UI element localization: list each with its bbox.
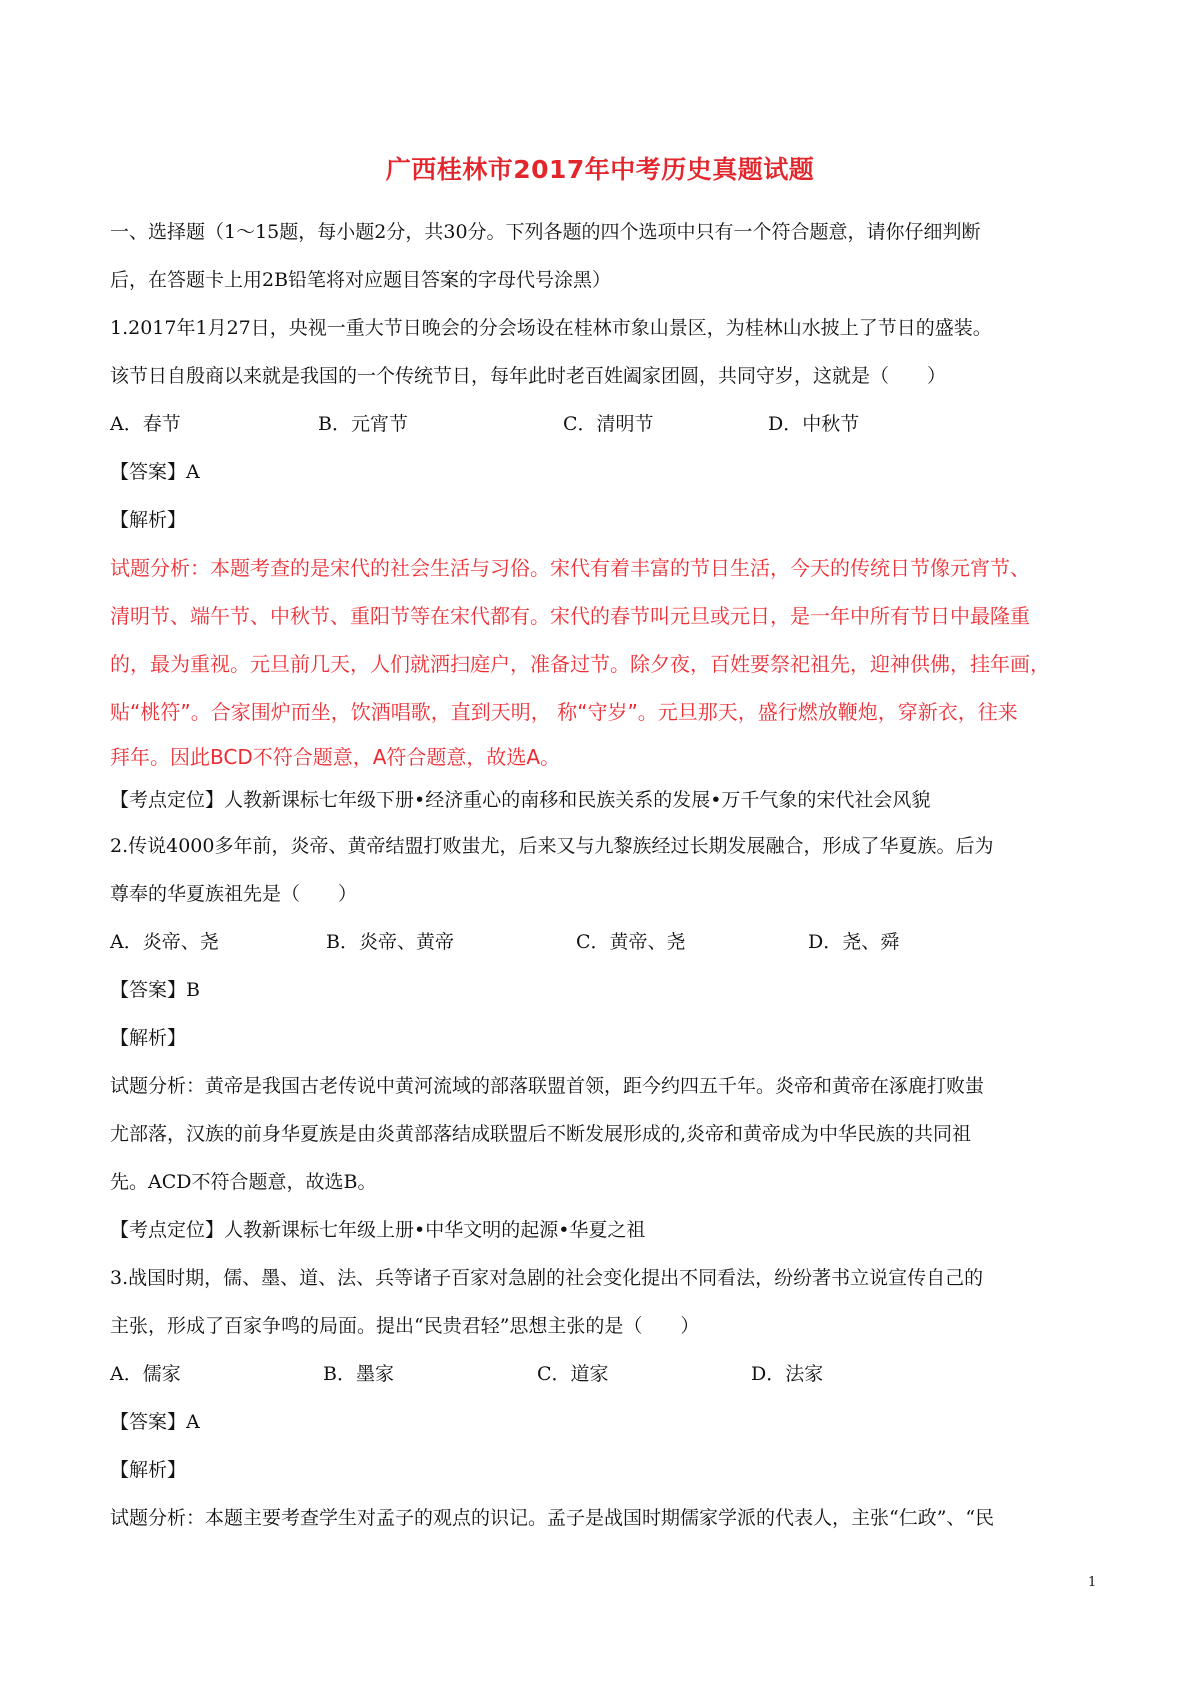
option-b: B．墨家 [323,1363,394,1385]
option-a: A．春节 [110,413,181,435]
option-d: D．中秋节 [768,413,860,435]
page-number: 1 [1088,1575,1097,1590]
question-3-analysis-heading: 【解析】 [110,1459,187,1481]
question-2-answer: 【答案】B [110,979,200,1001]
question-2-analysis-line2: 尤部落，汉族的前身华夏族是由炎黄部落结成联盟后不断发展形成的,炎帝和黄帝成为中华民族的共同祖 [110,1123,972,1145]
question-1-kaodian: 【考点定位】人教新课标七年级下册•经济重心的南移和民族关系的发展•万千气象的宋代社会风貌 [110,789,931,811]
question-1-analysis-line1: 试题分析：本题考查的是宋代的社会生活与习俗。宋代有着丰富的节日生活，今天的传统日节像元宵节、 [110,556,1030,580]
document-title: 广西桂林市2017年中考历史真题试题 [385,155,815,184]
question-1-analysis-line2: 清明节、端午节、中秋节、重阳节等在宋代都有。宋代的春节叫元旦或元日，是一年中所有节日中最隆重 [110,604,1030,628]
question-2-stem-line1: 2.传说4000多年前，炎帝、黄帝结盟打败蚩尤，后来又与九黎族经过长期发展融合，形成了华夏族。后为 [110,835,994,857]
option-b: B．元宵节 [318,413,408,435]
option-a: A．儒家 [110,1363,181,1385]
question-2-kaodian: 【考点定位】人教新课标七年级上册•中华文明的起源•华夏之祖 [110,1219,646,1241]
question-3-stem-line1: 3.战国时期，儒、墨、道、法、兵等诸子百家对急剧的社会变化提出不同看法，纷纷著书立说宣传自己的 [110,1267,984,1289]
question-1-answer: 【答案】A [110,461,200,483]
section-instruction-line2: 后，在答题卡上用2B铅笔将对应题目答案的字母代号涂黑） [110,269,612,291]
section-instruction-line1: 一、选择题（1～15题，每小题2分，共30分。下列各题的四个选项中只有一个符合题意，请你仔细判断 [110,221,981,243]
option-c: C．道家 [537,1363,609,1385]
question-3-answer: 【答案】A [110,1411,200,1433]
question-2-analysis-heading: 【解析】 [110,1027,187,1049]
question-1-analysis-line4: 贴“桃符”。合家围炉而坐，饮酒唱歌，直到天明， 称“守岁”。元旦那天，盛行燃放鞭炮，穿新衣，往来 [110,700,1018,724]
option-c: C．黄帝、尧 [576,931,686,953]
question-3-analysis-line1: 试题分析：本题主要考查学生对孟子的观点的识记。孟子是战国时期儒家学派的代表人，主张“仁政”、“民 [110,1507,995,1529]
option-c: C．清明节 [563,413,654,435]
question-1-stem-line1: 1.2017年1月27日，央视一重大节日晚会的分会场设在桂林市象山景区，为桂林山水披上了节日的盛装。 [110,317,992,339]
question-2-stem-line2: 尊奉的华夏族祖先是（ ） [110,883,358,905]
question-2-analysis-line3: 先。ACD不符合题意，故选B。 [110,1171,377,1193]
question-1-options [110,400,1100,448]
question-1-analysis-line3: 的，最为重视。元旦前几天，人们就洒扫庭户，准备过节。除夕夜，百姓要祭祀祖先，迎神供佛，挂年画， [110,652,1050,676]
question-3-stem-line2: 主张，形成了百家争鸣的局面。提出“民贵君轻”思想主张的是（ ） [110,1315,700,1337]
option-b: B．炎帝、黄帝 [326,931,454,953]
question-1-stem-line2: 该节日自殷商以来就是我国的一个传统节日，每年此时老百姓阖家团圆，共同守岁，这就是（ ） [110,365,947,387]
document-body [110,208,1100,1542]
option-d: D．尧、舜 [808,931,900,953]
option-a: A．炎帝、尧 [110,931,219,953]
question-2-analysis-line1: 试题分析：黄帝是我国古老传说中黄河流域的部落联盟首领，距今约四五千年。炎帝和黄帝在涿鹿打败蚩 [110,1075,985,1097]
question-3-options [110,1350,1100,1398]
question-1-analysis-line5: 拜年。因此BCD不符合题意，A符合题意，故选A。 [110,745,561,769]
option-d: D．法家 [751,1363,824,1385]
question-2-options [110,918,1100,966]
question-1-analysis-heading: 【解析】 [110,509,187,531]
